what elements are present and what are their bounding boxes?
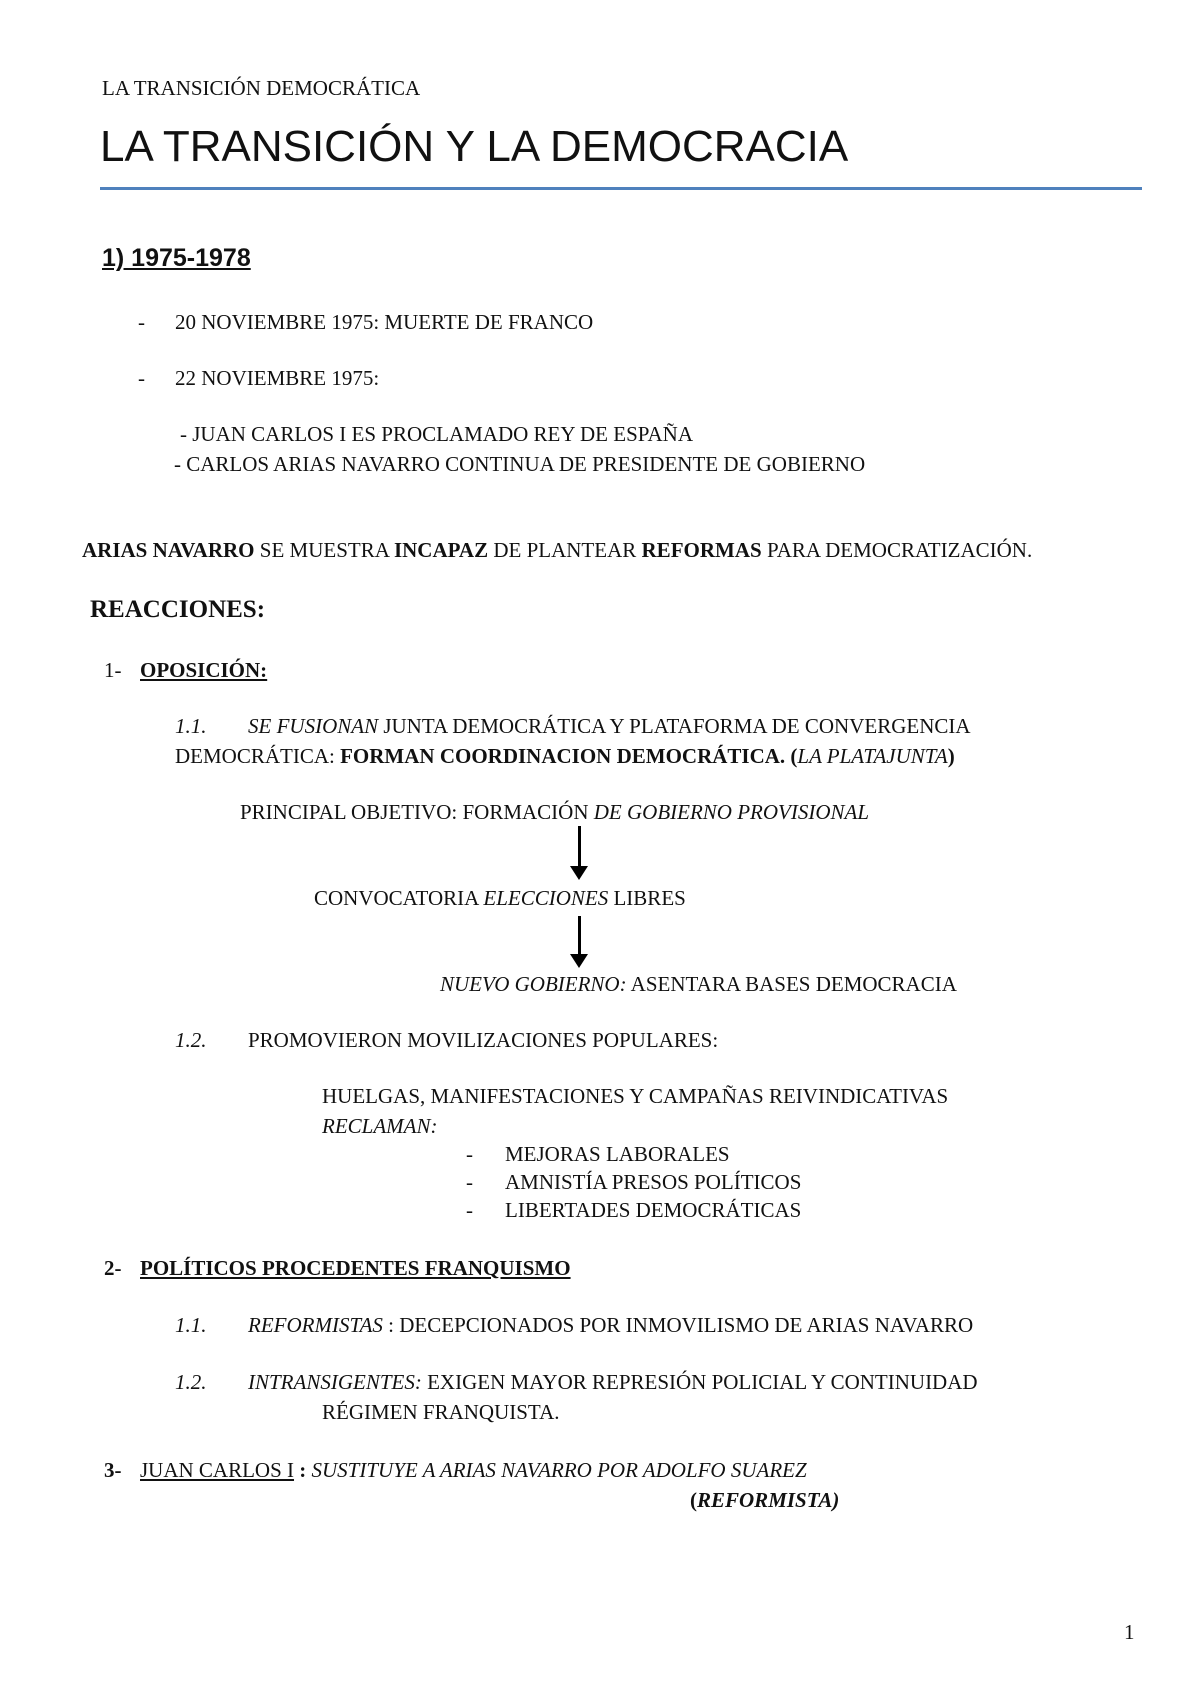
flow-arrow <box>578 826 581 870</box>
reformista-part: ( <box>690 1488 697 1512</box>
claim-item: MEJORAS LABORALES <box>505 1142 730 1166</box>
page-title: LA TRANSICIÓN Y LA DEMOCRACIA <box>100 122 849 171</box>
statement-part: SE MUESTRA <box>254 538 394 562</box>
subitem-text-part: LA PLATAJUNTA <box>797 744 948 768</box>
statement-part: PARA DEMOCRATIZACIÓN. <box>761 538 1033 562</box>
running-header: LA TRANSICIÓN DEMOCRÁTICA <box>102 76 421 100</box>
subitem-number: 1.2. <box>175 1028 207 1052</box>
statement-part: REFORMAS <box>641 538 762 562</box>
bullet-dash: - <box>138 310 145 334</box>
item-number: 3- <box>104 1458 122 1482</box>
flow-arrow <box>578 916 581 958</box>
reacciones-heading: REACCIONES: <box>90 596 266 623</box>
claim-dash: - <box>466 1198 473 1222</box>
title-underline <box>100 187 1142 190</box>
statement-part: ARIAS NAVARRO <box>82 538 255 562</box>
reformista-part: REFORMISTA) <box>697 1488 840 1512</box>
subitem-text-part: ) <box>947 744 955 768</box>
subitem-text: RÉGIMEN FRANQUISTA. <box>322 1400 560 1424</box>
subitem-text <box>248 1313 973 1338</box>
reclaman-label: RECLAMAN: <box>322 1114 438 1138</box>
subitem-text-part: INTRANSIGENTES: <box>248 1370 422 1394</box>
flow-step-part: ELECCIONES <box>483 886 609 910</box>
bullet-dash: - <box>138 366 145 390</box>
claim-item: LIBERTADES DEMOCRÁTICAS <box>505 1198 802 1222</box>
bullet-item: 22 NOVIEMBRE 1975: <box>175 366 380 390</box>
politicos-label: POLÍTICOS PROCEDENTES FRANQUISMO <box>140 1256 571 1280</box>
item-number: 2- <box>104 1256 122 1280</box>
bullet-item: 20 NOVIEMBRE 1975: MUERTE DE FRANCO <box>175 310 594 334</box>
subitem-text-part: EXIGEN MAYOR REPRESIÓN POLICIAL Y CONTINUIDAD <box>421 1370 978 1394</box>
claim-dash: - <box>466 1170 473 1194</box>
subitem-text-part: : DECEPCIONADOS POR INMOVILISMO DE ARIAS NAVARRO <box>382 1313 974 1337</box>
flow-step-part: DE GOBIERNO PROVISIONAL <box>593 800 870 824</box>
flow-step-part: NUEVO GOBIERNO: <box>440 972 627 996</box>
sub-item: - JUAN CARLOS I ES PROCLAMADO REY DE ESPAÑA <box>180 422 694 446</box>
statement <box>82 538 1032 563</box>
juan-carlos-line <box>140 1458 807 1483</box>
claim-dash: - <box>466 1142 473 1166</box>
subitem-text-part: JUNTA DEMOCRÁTICA Y PLATAFORMA DE CONVERGENCIA <box>378 714 971 738</box>
subitem-text-part: FORMAN COORDINACION DEMOCRÁTICA. ( <box>340 744 798 768</box>
movilizaciones-text: HUELGAS, MANIFESTACIONES Y CAMPAÑAS REIVINDICATIVAS <box>322 1084 949 1108</box>
claim-item: AMNISTÍA PRESOS POLÍTICOS <box>505 1170 802 1194</box>
subitem-text: PROMOVIERON MOVILIZACIONES POPULARES: <box>248 1028 719 1052</box>
flow-step <box>314 886 686 911</box>
statement-part: INCAPAZ <box>393 538 489 562</box>
flow-step-part: ASENTARA BASES DEMOCRACIA <box>626 972 957 996</box>
flow-step <box>240 800 869 825</box>
subitem-text-part: SE FUSIONAN <box>248 714 379 738</box>
oposicion-label: OPOSICIÓN: <box>140 658 268 682</box>
subitem-text-part: REFORMISTAS <box>248 1313 383 1337</box>
juan-carlos-text: SUSTITUYE A ARIAS NAVARRO POR ADOLFO SUAREZ <box>311 1458 807 1482</box>
item-number: 1- <box>104 658 122 682</box>
subitem-text <box>248 1370 978 1395</box>
section-heading: 1) 1975-1978 <box>102 244 251 272</box>
juan-carlos-colon: : <box>294 1458 312 1482</box>
reformista-note <box>690 1488 839 1513</box>
page-number: 1 <box>1124 1620 1135 1644</box>
subitem-text-part: DEMOCRÁTICA: <box>175 744 341 768</box>
subitem-number: 1.1. <box>175 714 207 738</box>
sub-item: - CARLOS ARIAS NAVARRO CONTINUA DE PRESIDENTE DE GOBIERNO <box>174 452 866 476</box>
statement-part: DE PLANTEAR <box>488 538 642 562</box>
subitem-number: 1.2. <box>175 1370 207 1394</box>
subitem-text <box>248 714 971 739</box>
juan-carlos-label: JUAN CARLOS I <box>140 1458 295 1482</box>
subitem-number: 1.1. <box>175 1313 207 1337</box>
flow-step <box>440 972 957 997</box>
flow-step-part: PRINCIPAL OBJETIVO: FORMACIÓN <box>240 800 594 824</box>
subitem-text <box>175 744 955 769</box>
flow-step-part: CONVOCATORIA <box>314 886 484 910</box>
flow-step-part: LIBRES <box>608 886 686 910</box>
